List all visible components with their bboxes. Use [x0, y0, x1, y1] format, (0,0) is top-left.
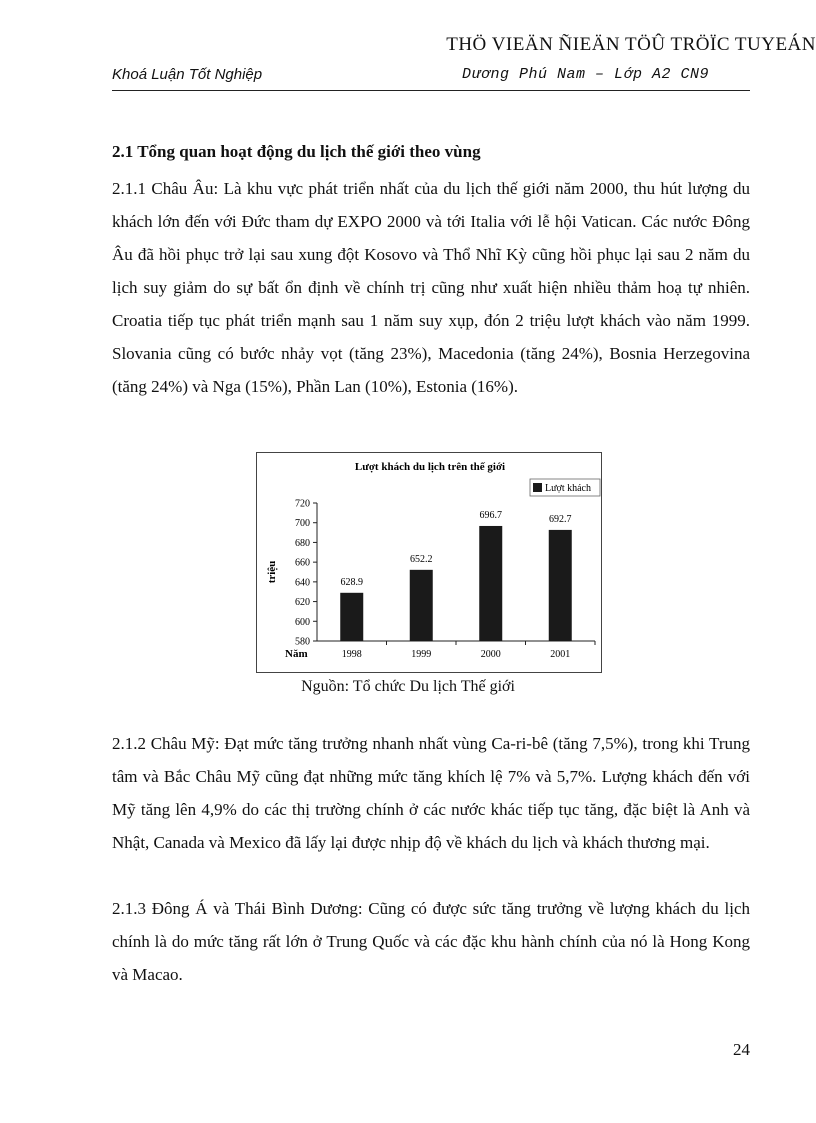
- bar-1998: [340, 593, 363, 641]
- y-tick-label: 720: [295, 498, 310, 510]
- data-label-1999: 652.2: [410, 553, 433, 565]
- paragraph-east-asia-text: 2.1.3 Đông Á và Thái Bình Dương: Cũng có được sức tăng trưởng về lượng khách du lịch chính là do mức tăng rất lớn ở Trung Quốc và các đặc khu hành chính của nó là Hong Kong và Macao.: [112, 899, 750, 984]
- y-tick-label: 580: [295, 636, 310, 648]
- paragraph-america-text: 2.1.2 Châu Mỹ: Đạt mức tăng trưởng nhanh nhất vùng Ca-ri-bê (tăng 7,5%), trong khi Trung tâm và Bắc Châu Mỹ cũng đạt những mức tăng khích lệ 7% và 5,7%. Lượng khách đến với Mỹ tăng lên 4,9% do các thị trường chính ở các nước khác tiếp tục tăng, đặc biệt là Anh và Nhật, Canada và Mexico đã lấy lại được nhịp độ về khách du lịch và khách thương mại.: [112, 734, 750, 852]
- bar-1999: [410, 570, 433, 641]
- y-tick-label: 660: [295, 557, 310, 569]
- paragraph-europe: [112, 172, 750, 403]
- y-tick-label: 680: [295, 537, 310, 549]
- section-heading: 2.1 Tổng quan hoạt động du lịch thế giới theo vùng: [112, 142, 481, 161]
- legend-label: Lượt khách: [545, 483, 591, 494]
- paragraph-america: [112, 727, 750, 859]
- chart-title: Lượt khách du lịch trên thế giới: [354, 461, 506, 473]
- bar-2001: [549, 530, 572, 641]
- bar-chart: [257, 453, 603, 674]
- chart-caption: Nguồn: Tổ chức Du lịch Thế giới: [301, 678, 515, 695]
- x-tick-label: 1998: [341, 649, 362, 660]
- x-axis-label: Năm: [285, 648, 308, 660]
- y-tick-label: 640: [295, 577, 310, 589]
- chart-container: [256, 452, 602, 673]
- header-divider: [112, 90, 750, 91]
- y-tick-label: 600: [295, 616, 310, 628]
- paragraph-europe-text: 2.1.1 Châu Âu: Là khu vực phát triển nhất của du lịch thế giới năm 2000, thu hút lượng du khách lớn đến với Đức tham dự EXPO 2000 và tới Italia với lễ hội Vatican. Các nước Đông Âu đã hồi phục trở lại sau xung đột Kosovo và Thổ Nhĩ Kỳ cũng hồi phục lại sau 2 năm du lịch suy giảm do sự bất ổn định về chính trị cũng như xuất hiện nhiều thảm hoạ tự nhiên. Croatia tiếp tục phát triển mạnh sau 1 năm suy xụp, đón 2 triệu lượt khách vào năm 1999. Slovania cũng có bước nhảy vọt (tăng 23%), Macedonia (tăng 24%), Bosnia Herzegovina (tăng 24%) và Nga (15%), Phần Lan (10%), Estonia (16%).: [112, 179, 750, 396]
- header-left-title: Khoá Luận Tốt Nghiệp: [112, 66, 263, 83]
- x-tick-label: 2000: [480, 649, 501, 660]
- x-tick-label: 2001: [550, 649, 571, 660]
- bar-2000: [479, 526, 502, 641]
- data-label-1998: 628.9: [340, 576, 363, 588]
- data-label-2000: 696.7: [479, 509, 502, 521]
- y-axis-label: triệu: [266, 560, 278, 584]
- paragraph-east-asia: [112, 892, 750, 991]
- x-tick-label: 1999: [411, 649, 432, 660]
- header-right-author: Dương Phú Nam – Lớp A2 CN9: [462, 66, 710, 83]
- page-number: 24: [733, 1040, 750, 1059]
- legend-swatch: [533, 483, 542, 492]
- watermark-text: THÖ VIEÄN ÑIEÄN TÖÛ TRÖÏC TUYEÁN: [446, 34, 816, 55]
- y-tick-label: 700: [295, 518, 310, 530]
- y-tick-label: 620: [295, 597, 310, 609]
- data-label-2001: 692.7: [549, 513, 572, 525]
